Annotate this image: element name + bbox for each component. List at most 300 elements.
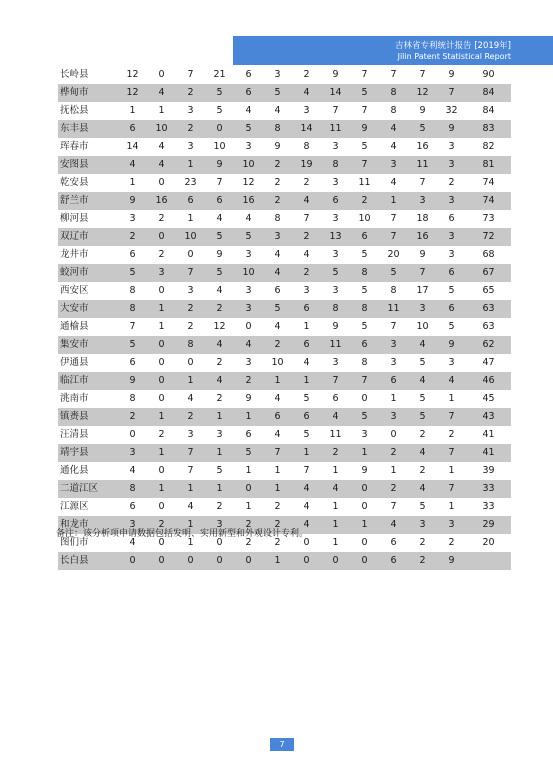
value-cell: 2 xyxy=(448,177,455,188)
region-name-cell: 蛟河市 xyxy=(58,264,118,282)
value-cell: 6 xyxy=(129,357,136,368)
value-cell: 10 xyxy=(147,120,176,138)
value-cell: 16 xyxy=(408,228,437,246)
value-cell: 3 xyxy=(303,105,310,116)
table-row xyxy=(58,480,511,498)
value-cell: 4 xyxy=(274,249,281,260)
table-row xyxy=(58,354,511,372)
value-cell: 4 xyxy=(292,84,321,102)
value-cell: 7 xyxy=(216,177,223,188)
value-cell: 2 xyxy=(234,516,263,534)
value-cell: 10 xyxy=(416,321,429,332)
value-cell: 8 xyxy=(118,480,147,498)
total-cell: 84 xyxy=(466,84,511,102)
region-name-cell: 汪清县 xyxy=(60,429,89,440)
value-cell: 5 xyxy=(350,84,379,102)
value-cell: 0 xyxy=(303,537,310,548)
value-cell: 10 xyxy=(234,264,263,282)
value-cell: 7 xyxy=(350,372,379,390)
value-cell: 0 xyxy=(234,552,263,570)
value-cell: 2 xyxy=(321,444,350,462)
value-cell: 5 xyxy=(419,357,426,368)
value-cell: 9 xyxy=(245,393,252,404)
value-cell: 3 xyxy=(216,429,223,440)
value-cell: 4 xyxy=(129,465,136,476)
value-cell: 0 xyxy=(205,120,234,138)
value-cell: 4 xyxy=(216,213,223,224)
total-cell: 45 xyxy=(482,393,495,404)
value-cell: 8 xyxy=(129,285,136,296)
value-cell: 6 xyxy=(129,249,136,260)
value-cell: 2 xyxy=(176,120,205,138)
total-cell: 62 xyxy=(466,336,511,354)
table-row xyxy=(58,462,511,480)
value-cell: 2 xyxy=(205,300,234,318)
value-cell: 1 xyxy=(129,177,136,188)
value-cell: 5 xyxy=(361,285,368,296)
value-cell: 6 xyxy=(274,285,281,296)
value-cell: 4 xyxy=(205,372,234,390)
value-cell: 6 xyxy=(390,537,397,548)
value-cell: 6 xyxy=(321,192,350,210)
value-cell: 11 xyxy=(321,120,350,138)
region-name-cell: 二道江区 xyxy=(58,480,118,498)
table-row xyxy=(58,318,511,336)
value-cell: 13 xyxy=(321,228,350,246)
value-cell: 9 xyxy=(332,69,339,80)
empty-cell xyxy=(466,552,511,570)
value-cell: 1 xyxy=(176,372,205,390)
value-cell: 0 xyxy=(292,552,321,570)
value-cell: 2 xyxy=(292,228,321,246)
value-cell: 5 xyxy=(234,444,263,462)
value-cell: 4 xyxy=(245,213,252,224)
value-cell: 5 xyxy=(205,228,234,246)
value-cell: 7 xyxy=(321,372,350,390)
value-cell: 9 xyxy=(419,105,426,116)
value-cell: 3 xyxy=(408,192,437,210)
value-cell: 12 xyxy=(242,177,255,188)
value-cell: 7 xyxy=(129,321,136,332)
table-row xyxy=(58,336,511,354)
value-cell: 0 xyxy=(118,552,147,570)
total-cell: 73 xyxy=(482,213,495,224)
value-cell: 0 xyxy=(187,249,194,260)
value-cell: 7 xyxy=(187,465,194,476)
value-cell: 2 xyxy=(379,480,408,498)
value-cell: 2 xyxy=(158,213,165,224)
value-cell: 4 xyxy=(118,156,147,174)
value-cell: 10 xyxy=(213,141,226,152)
value-cell: 9 xyxy=(437,336,466,354)
value-cell: 6 xyxy=(176,192,205,210)
value-cell: 5 xyxy=(419,501,426,512)
value-cell: 3 xyxy=(390,357,397,368)
value-cell: 1 xyxy=(187,213,194,224)
value-cell: 8 xyxy=(350,264,379,282)
report-subtitle: Jilin Patent Statistical Report xyxy=(397,52,511,61)
value-cell: 18 xyxy=(416,213,429,224)
value-cell: 11 xyxy=(321,336,350,354)
value-cell: 4 xyxy=(292,516,321,534)
value-cell: 3 xyxy=(332,249,339,260)
region-name-cell: 临江市 xyxy=(58,372,118,390)
total-cell: 46 xyxy=(466,372,511,390)
region-name-cell: 安图县 xyxy=(58,156,118,174)
value-cell: 20 xyxy=(387,249,400,260)
value-cell: 3 xyxy=(187,141,194,152)
value-cell: 2 xyxy=(292,264,321,282)
value-cell: 1 xyxy=(292,372,321,390)
value-cell: 7 xyxy=(176,444,205,462)
value-cell: 4 xyxy=(158,141,165,152)
value-cell: 7 xyxy=(361,69,368,80)
value-cell: 3 xyxy=(234,300,263,318)
region-name-cell: 长岭县 xyxy=(60,69,89,80)
value-cell: 1 xyxy=(158,105,165,116)
value-cell: 4 xyxy=(390,141,397,152)
region-name-cell: 桦甸市 xyxy=(58,84,118,102)
value-cell: 2 xyxy=(187,321,194,332)
value-cell: 4 xyxy=(379,120,408,138)
total-cell: 41 xyxy=(466,444,511,462)
value-cell: 6 xyxy=(332,393,339,404)
total-cell: 29 xyxy=(466,516,511,534)
value-cell: 7 xyxy=(263,444,292,462)
value-cell: 4 xyxy=(379,516,408,534)
county-statistics-table xyxy=(58,66,511,570)
value-cell: 4 xyxy=(147,156,176,174)
value-cell: 21 xyxy=(213,69,226,80)
value-cell: 9 xyxy=(216,249,223,260)
value-cell: 2 xyxy=(263,192,292,210)
value-cell: 2 xyxy=(245,537,252,548)
value-cell: 3 xyxy=(187,105,194,116)
region-name-cell: 通化县 xyxy=(60,465,89,476)
value-cell: 5 xyxy=(379,264,408,282)
value-cell: 10 xyxy=(271,357,284,368)
table-row xyxy=(58,264,511,282)
value-cell: 5 xyxy=(361,249,368,260)
value-cell: 3 xyxy=(437,192,466,210)
value-cell: 9 xyxy=(118,192,147,210)
value-cell: 0 xyxy=(158,357,165,368)
value-cell: 3 xyxy=(245,357,252,368)
value-cell: 2 xyxy=(118,228,147,246)
table-row xyxy=(58,138,511,156)
value-cell: 8 xyxy=(379,84,408,102)
value-cell: 0 xyxy=(187,357,194,368)
value-cell: 8 xyxy=(321,156,350,174)
value-cell: 7 xyxy=(437,408,466,426)
value-cell: 8 xyxy=(390,105,397,116)
value-cell: 3 xyxy=(118,516,147,534)
total-cell: 63 xyxy=(482,321,495,332)
value-cell: 4 xyxy=(187,501,194,512)
region-name-cell: 龙井市 xyxy=(60,249,89,260)
value-cell: 1 xyxy=(176,516,205,534)
total-cell: 84 xyxy=(482,105,495,116)
value-cell: 2 xyxy=(216,501,223,512)
value-cell: 7 xyxy=(303,465,310,476)
value-cell: 2 xyxy=(303,177,310,188)
value-cell: 12 xyxy=(126,69,139,80)
value-cell: 1 xyxy=(332,537,339,548)
value-cell: 9 xyxy=(205,156,234,174)
value-cell: 8 xyxy=(321,300,350,318)
table-row xyxy=(58,426,511,444)
value-cell: 4 xyxy=(245,105,252,116)
value-cell: 5 xyxy=(263,84,292,102)
value-cell: 1 xyxy=(147,300,176,318)
value-cell: 4 xyxy=(408,444,437,462)
value-cell: 5 xyxy=(448,285,455,296)
value-cell: 8 xyxy=(274,213,281,224)
value-cell: 10 xyxy=(176,228,205,246)
value-cell: 2 xyxy=(158,429,165,440)
value-cell: 7 xyxy=(187,69,194,80)
value-cell: 4 xyxy=(437,372,466,390)
value-cell: 2 xyxy=(216,357,223,368)
value-cell: 6 xyxy=(437,300,466,318)
value-cell: 3 xyxy=(147,264,176,282)
table-row xyxy=(58,390,511,408)
value-cell: 3 xyxy=(245,249,252,260)
total-cell: 72 xyxy=(466,228,511,246)
value-cell: 3 xyxy=(361,429,368,440)
total-cell: 63 xyxy=(466,300,511,318)
value-cell: 8 xyxy=(129,393,136,404)
table-row xyxy=(58,228,511,246)
total-cell: 81 xyxy=(466,156,511,174)
value-cell: 5 xyxy=(448,321,455,332)
total-cell: 90 xyxy=(482,69,495,80)
value-cell: 2 xyxy=(408,552,437,570)
value-cell: 0 xyxy=(147,228,176,246)
value-cell: 3 xyxy=(437,516,466,534)
value-cell: 7 xyxy=(419,177,426,188)
value-cell: 1 xyxy=(158,321,165,332)
table-footnote: 备注：该分析项申请数据包括发明、实用新型和外观设计专利。 xyxy=(56,529,309,539)
region-name-cell: 江源区 xyxy=(60,501,89,512)
value-cell: 1 xyxy=(147,480,176,498)
value-cell: 3 xyxy=(245,285,252,296)
value-cell: 7 xyxy=(390,69,397,80)
value-cell: 14 xyxy=(126,141,139,152)
value-cell: 9 xyxy=(350,120,379,138)
value-cell: 3 xyxy=(245,141,252,152)
table-row xyxy=(58,372,511,390)
value-cell: 1 xyxy=(205,408,234,426)
value-cell: 1 xyxy=(147,408,176,426)
value-cell: 2 xyxy=(419,429,426,440)
value-cell: 5 xyxy=(408,408,437,426)
value-cell: 6 xyxy=(245,69,252,80)
table-row xyxy=(58,156,511,174)
value-cell: 3 xyxy=(118,444,147,462)
value-cell: 0 xyxy=(158,69,165,80)
value-cell: 5 xyxy=(205,264,234,282)
table-row xyxy=(58,246,511,264)
value-cell: 0 xyxy=(350,480,379,498)
value-cell: 5 xyxy=(408,120,437,138)
region-name-cell: 舒兰市 xyxy=(58,192,118,210)
value-cell: 9 xyxy=(361,465,368,476)
value-cell: 0 xyxy=(158,465,165,476)
region-name-cell: 双辽市 xyxy=(58,228,118,246)
value-cell: 2 xyxy=(274,177,281,188)
value-cell: 6 xyxy=(292,300,321,318)
value-cell: 12 xyxy=(408,84,437,102)
value-cell: 6 xyxy=(448,213,455,224)
table-row xyxy=(58,210,511,228)
value-cell: 2 xyxy=(263,516,292,534)
table-row xyxy=(58,120,511,138)
value-cell: 19 xyxy=(292,156,321,174)
total-cell: 74 xyxy=(482,177,495,188)
value-cell: 3 xyxy=(303,285,310,296)
value-cell: 4 xyxy=(234,336,263,354)
value-cell: 1 xyxy=(263,480,292,498)
value-cell: 11 xyxy=(358,177,371,188)
value-cell: 0 xyxy=(147,372,176,390)
value-cell: 4 xyxy=(303,249,310,260)
value-cell: 2 xyxy=(419,537,426,548)
value-cell: 0 xyxy=(216,537,223,548)
value-cell: 1 xyxy=(390,393,397,404)
value-cell: 2 xyxy=(274,537,281,548)
total-cell: 33 xyxy=(482,501,495,512)
value-cell: 1 xyxy=(321,516,350,534)
value-cell: 11 xyxy=(379,300,408,318)
value-cell: 9 xyxy=(448,69,455,80)
value-cell: 1 xyxy=(448,465,455,476)
value-cell: 1 xyxy=(332,501,339,512)
value-cell: 4 xyxy=(408,372,437,390)
value-cell: 0 xyxy=(176,552,205,570)
value-cell: 1 xyxy=(245,501,252,512)
value-cell: 3 xyxy=(408,516,437,534)
value-cell: 3 xyxy=(437,228,466,246)
value-cell: 8 xyxy=(390,285,397,296)
value-cell: 7 xyxy=(390,213,397,224)
value-cell: 2 xyxy=(234,372,263,390)
region-name-cell: 通榆县 xyxy=(60,321,89,332)
table-row xyxy=(58,66,511,84)
value-cell: 9 xyxy=(437,120,466,138)
table-row xyxy=(58,300,511,318)
value-cell: 3 xyxy=(448,249,455,260)
value-cell: 4 xyxy=(274,321,281,332)
value-cell: 6 xyxy=(292,408,321,426)
value-cell: 5 xyxy=(321,264,350,282)
value-cell: 1 xyxy=(350,516,379,534)
value-cell: 1 xyxy=(263,552,292,570)
value-cell: 14 xyxy=(321,84,350,102)
value-cell: 5 xyxy=(216,105,223,116)
value-cell: 6 xyxy=(437,264,466,282)
value-cell: 4 xyxy=(274,429,281,440)
value-cell: 0 xyxy=(205,552,234,570)
value-cell: 23 xyxy=(184,177,197,188)
total-cell: 41 xyxy=(482,429,495,440)
value-cell: 9 xyxy=(274,141,281,152)
value-cell: 7 xyxy=(408,264,437,282)
page-number: 7 xyxy=(270,738,294,751)
value-cell: 5 xyxy=(216,465,223,476)
value-cell: 1 xyxy=(263,372,292,390)
value-cell: 1 xyxy=(332,465,339,476)
value-cell: 14 xyxy=(292,120,321,138)
value-cell: 5 xyxy=(263,300,292,318)
value-cell: 5 xyxy=(205,84,234,102)
value-cell: 7 xyxy=(379,228,408,246)
value-cell: 3 xyxy=(379,336,408,354)
value-cell: 0 xyxy=(158,393,165,404)
value-cell: 3 xyxy=(205,516,234,534)
value-cell: 1 xyxy=(448,501,455,512)
value-cell: 2 xyxy=(158,249,165,260)
table-row xyxy=(58,552,511,570)
value-cell: 2 xyxy=(147,516,176,534)
value-cell: 8 xyxy=(361,357,368,368)
value-cell: 7 xyxy=(303,213,310,224)
region-name-cell: 西安区 xyxy=(60,285,89,296)
value-cell: 11 xyxy=(408,156,437,174)
value-cell: 1 xyxy=(350,444,379,462)
total-cell: 83 xyxy=(466,120,511,138)
value-cell: 4 xyxy=(129,537,136,548)
value-cell: 5 xyxy=(361,141,368,152)
table-row xyxy=(58,84,511,102)
value-cell: 1 xyxy=(234,408,263,426)
region-name-cell: 柳河县 xyxy=(60,213,89,224)
value-cell: 4 xyxy=(263,264,292,282)
total-cell: 74 xyxy=(466,192,511,210)
value-cell: 1 xyxy=(129,105,136,116)
total-cell: 9 xyxy=(437,552,466,570)
value-cell: 17 xyxy=(416,285,429,296)
value-cell: 2 xyxy=(350,192,379,210)
value-cell: 4 xyxy=(303,501,310,512)
value-cell: 4 xyxy=(292,192,321,210)
value-cell: 4 xyxy=(187,393,194,404)
value-cell: 1 xyxy=(390,465,397,476)
value-cell: 9 xyxy=(118,372,147,390)
value-cell: 3 xyxy=(187,285,194,296)
value-cell: 2 xyxy=(448,429,455,440)
total-cell: 47 xyxy=(482,357,495,368)
total-cell: 33 xyxy=(466,480,511,498)
value-cell: 1 xyxy=(187,537,194,548)
value-cell: 8 xyxy=(263,120,292,138)
value-cell: 3 xyxy=(332,213,339,224)
region-name-cell: 珲春市 xyxy=(60,141,89,152)
value-cell: 8 xyxy=(176,336,205,354)
value-cell: 5 xyxy=(350,408,379,426)
value-cell: 0 xyxy=(158,537,165,548)
value-cell: 1 xyxy=(176,156,205,174)
value-cell: 3 xyxy=(379,408,408,426)
value-cell: 1 xyxy=(245,465,252,476)
value-cell: 16 xyxy=(234,192,263,210)
value-cell: 16 xyxy=(147,192,176,210)
region-name-cell: 洮南市 xyxy=(60,393,89,404)
value-cell: 0 xyxy=(158,285,165,296)
value-cell: 4 xyxy=(205,336,234,354)
value-cell: 0 xyxy=(234,480,263,498)
value-cell: 1 xyxy=(292,444,321,462)
